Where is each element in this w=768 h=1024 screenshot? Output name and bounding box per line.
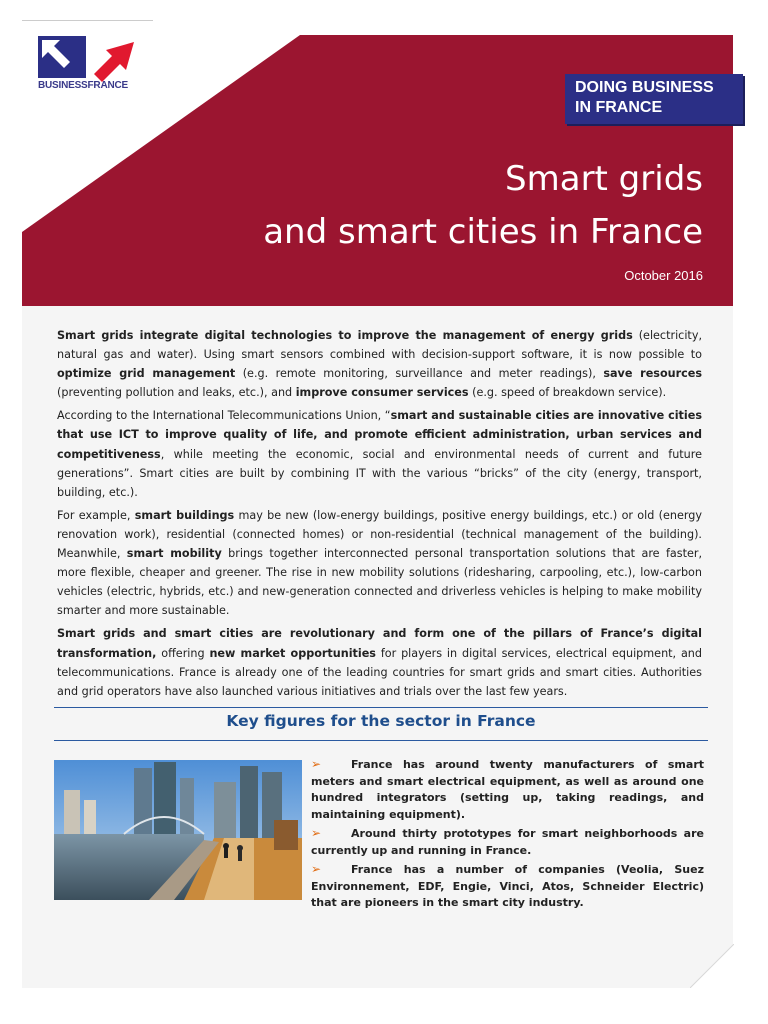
intro-body <box>57 326 702 705</box>
bold-run: new market opportunities <box>209 646 376 660</box>
key-figure-item <box>311 825 704 859</box>
intro-paragraph-4 <box>57 624 702 700</box>
bold-run: smart and sustainable cities are innovative cities that use ICT to improve quality of life, and promote efficient administration, urban services and competitiveness <box>57 409 702 461</box>
brand-name: BUSINESSFRANCE <box>38 80 128 91</box>
orange-arrow-icon: ➢ <box>311 862 322 876</box>
key-figures-title: Key figures for the sector in France <box>226 712 536 730</box>
publication-date: October 2016 <box>624 268 703 283</box>
text-run: may be new (low-energy buildings, positive energy buildings, etc.) or old (energy renovation work), residential (connected homes) or non-residential (technical management of the building). Meanwhile, <box>57 508 702 561</box>
bold-run: improve consumer services <box>295 386 469 400</box>
text-run: (e.g. speed of breakdown service). <box>468 386 667 400</box>
text-run: According to the International Telecommunications Union, “ <box>57 409 391 423</box>
text-run: (preventing pollution and leaks, etc.), and <box>57 386 296 400</box>
key-figure-item <box>311 861 704 912</box>
intro-paragraph-3 <box>57 506 702 621</box>
key-figure-item <box>311 756 704 823</box>
badge-line-2: IN FRANCE <box>575 99 663 116</box>
bold-run: smart mobility <box>126 547 222 561</box>
title-line-2: and smart cities in France <box>263 212 703 252</box>
text-run: For example, <box>57 508 135 522</box>
key-figure-text: France has a number of companies (Veolia, Suez Environnement, EDF, Engie, Vinci, Atos, Schneider Electric) that are pioneers in the smart city industry. <box>311 863 704 909</box>
text-run: (e.g. remote monitoring, surveillance and meter readings), <box>235 367 604 381</box>
text-run: (electricity, natural gas and water). <box>57 329 702 362</box>
intro-paragraph-2 <box>57 406 702 501</box>
text-run: offering <box>156 646 210 660</box>
bold-run: save resources <box>603 367 702 381</box>
page-corner-fold <box>690 944 734 988</box>
bold-run: smart buildings <box>134 508 235 522</box>
bold-run: Smart grids and smart cities are revolutionary and form one of the pillars of France’s digital transformation, <box>57 627 702 660</box>
smart-city-photo <box>54 760 302 900</box>
text-run: for players in digital services, electrical equipment, and telecommunications. France is already one of the leading countries for smart grids and smart cities. Authorities and grid operators have also launched various initiatives and trials over the last few years. <box>57 646 702 698</box>
text-run: brings together interconnected personal transportation solutions that are faster, more flexible, cheaper and greener. The rise in new mobility solutions (ridesharing, carpooling, etc.), low-carbon vehicles (electric, hybrids, etc.) and new-generation connected and driverless vehicles is helping to make mobility smarter and more sustainable. <box>57 547 702 618</box>
page-title <box>263 153 703 259</box>
key-figures-bottom-rule <box>54 740 708 741</box>
key-figure-text: France has around twenty manufacturers of smart meters and smart electrical equipment, as well as around one hundred integrators (setting up, taking readings, and maintaining equipment). <box>311 758 704 821</box>
orange-arrow-icon: ➢ <box>311 826 322 840</box>
bold-run: optimize grid management <box>57 367 236 381</box>
title-line-1: Smart grids <box>505 159 703 199</box>
intro-paragraph-1 <box>57 326 702 402</box>
bold-run: Smart grids integrate digital technologies to improve the management of energy grids <box>57 329 633 342</box>
text-run: Using smart sensors combined with decision-support software, it is now possible to <box>203 348 703 362</box>
top-rule <box>22 20 153 21</box>
key-figures-top-rule <box>54 707 708 708</box>
key-figure-text: Around thirty prototypes for smart neighborhoods are currently up and running in France. <box>311 827 704 857</box>
doing-business-badge <box>565 74 743 124</box>
key-figures-list <box>311 756 704 914</box>
orange-arrow-icon: ➢ <box>311 757 322 771</box>
badge-line-1: DOING BUSINESS <box>575 79 714 96</box>
text-run: , while meeting the economic, social and environmental needs of current and future generations”. Smart cities are built by combining IT with the various “bricks” of the city (energy, transport, building, etc.). <box>57 447 702 499</box>
